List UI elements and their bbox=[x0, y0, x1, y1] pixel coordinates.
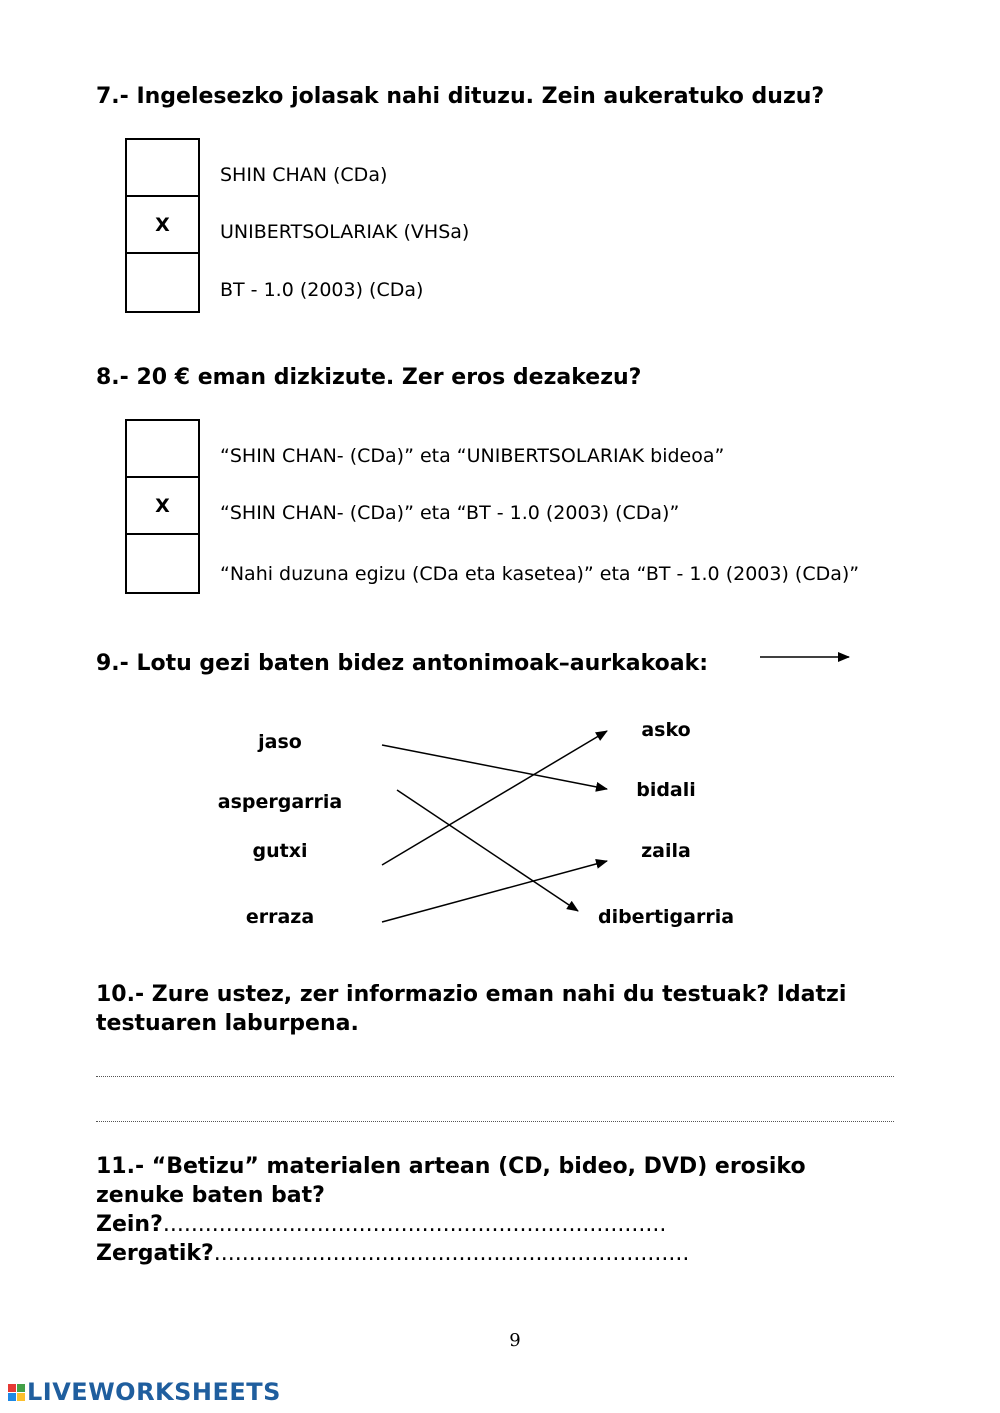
logo-square bbox=[17, 1393, 25, 1401]
word-left-erraza[interactable]: erraza bbox=[245, 906, 315, 928]
checkbox[interactable]: X bbox=[127, 478, 198, 535]
logo-icon bbox=[8, 1384, 25, 1401]
logo-square bbox=[8, 1384, 16, 1392]
checkbox[interactable]: X bbox=[127, 197, 198, 254]
which-label: Zein? bbox=[96, 1212, 163, 1237]
question-8-option: “SHIN CHAN- (CDa)” eta “UNIBERTSOLARIAK bideoa” bbox=[220, 445, 725, 467]
question-11-which-line bbox=[96, 1210, 666, 1239]
logo-text: LIVEWORKSHEETS bbox=[27, 1378, 281, 1406]
question-8-option: “Nahi duzuna egizu (CDa eta kasetea)” eta “BT - 1.0 (2003) (CDa)” bbox=[220, 563, 860, 585]
answer-line[interactable] bbox=[96, 1076, 894, 1077]
question-11-title-line2: zenuke baten bat? bbox=[96, 1183, 325, 1208]
answer-line[interactable] bbox=[96, 1121, 894, 1122]
question-11-why-line bbox=[96, 1239, 689, 1268]
word-right-asko[interactable]: asko bbox=[641, 719, 691, 741]
question-11-title-line1: 11.- “Betizu” materialen artean (CD, bideo, DVD) erosiko bbox=[96, 1154, 806, 1179]
why-label: Zergatik? bbox=[96, 1241, 214, 1266]
word-left-gutxi[interactable]: gutxi bbox=[252, 840, 308, 862]
which-answer-dots[interactable]: ........................................................................ bbox=[162, 1212, 667, 1237]
word-right-dibertigarria[interactable]: dibertigarria bbox=[597, 906, 735, 928]
question-7-title: 7.- Ingelesezko jolasak nahi dituzu. Zein aukeratuko duzu? bbox=[96, 84, 825, 109]
question-7-option: BT - 1.0 (2003) (CDa) bbox=[220, 279, 424, 301]
question-8-title: 8.- 20 € eman dizkizute. Zer eros dezakezu? bbox=[96, 365, 642, 390]
word-left-aspergarria[interactable]: aspergarria bbox=[217, 791, 343, 813]
question-10-title-line1: 10.- Zure ustez, zer informazio eman nahi du testuak? Idatzi bbox=[96, 982, 847, 1007]
logo-square bbox=[8, 1393, 16, 1401]
question-7-option: SHIN CHAN (CDa) bbox=[220, 164, 388, 186]
question-9-title: 9.- Lotu gezi baten bidez antonimoak–aurkakoak: bbox=[96, 651, 708, 676]
word-right-bidali[interactable]: bidali bbox=[636, 779, 696, 801]
question-8-option: “SHIN CHAN- (CDa)” eta “BT - 1.0 (2003) (CDa)” bbox=[220, 502, 680, 524]
logo-square bbox=[17, 1384, 25, 1392]
word-right-zaila[interactable]: zaila bbox=[641, 840, 691, 862]
question-10-title-line2: testuaren laburpena. bbox=[96, 1011, 359, 1036]
word-left-jaso[interactable]: jaso bbox=[258, 731, 302, 753]
liveworksheets-logo bbox=[8, 1378, 281, 1406]
page-number: 9 bbox=[509, 1330, 521, 1351]
question-7-option: UNIBERTSOLARIAK (VHSa) bbox=[220, 221, 470, 243]
why-answer-dots[interactable]: .................................................................... bbox=[213, 1241, 690, 1266]
